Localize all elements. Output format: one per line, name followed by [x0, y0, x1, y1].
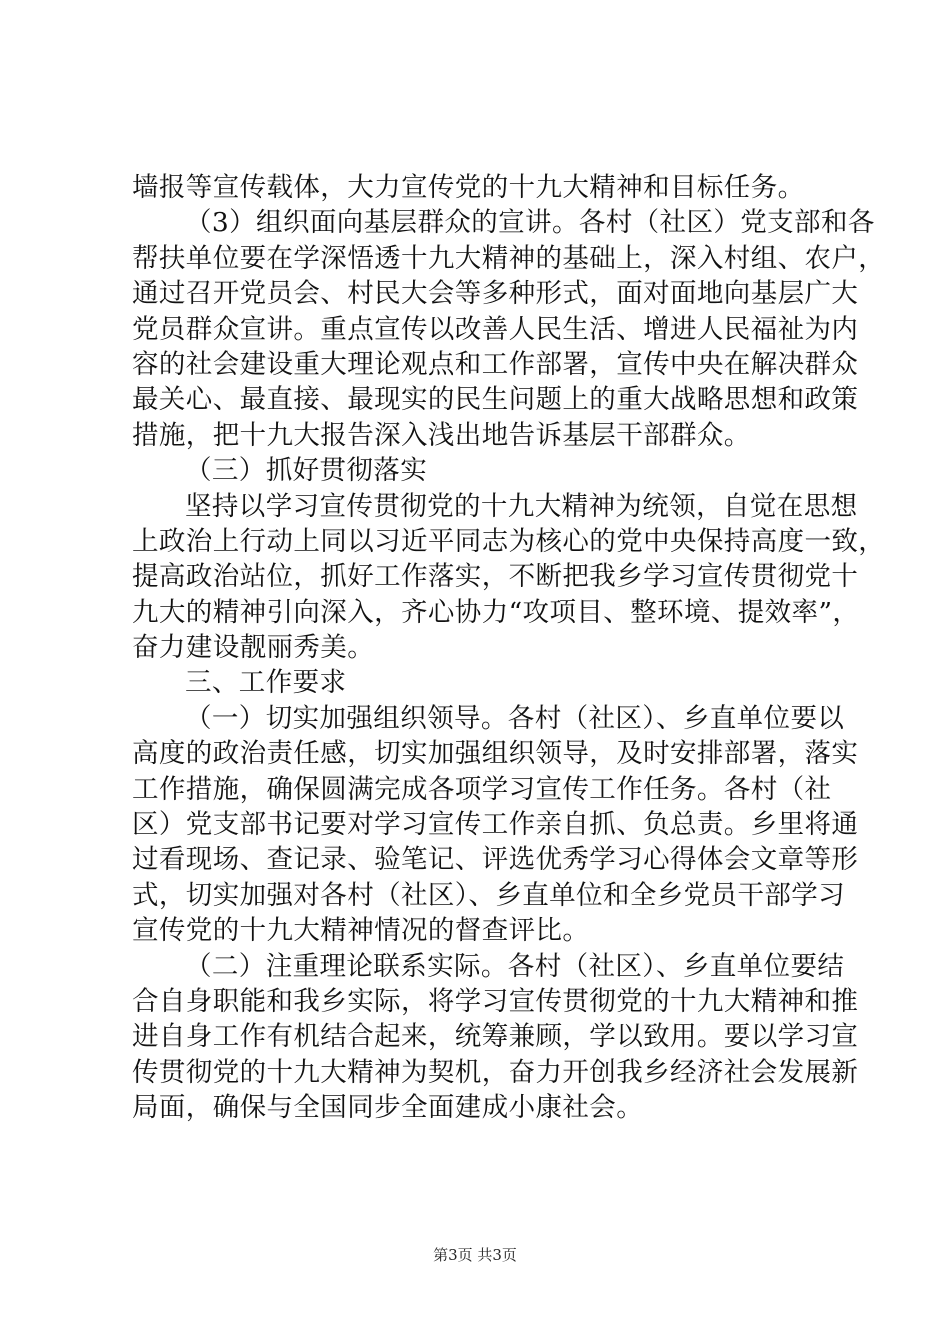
text-line: 提高政治站位，抓好工作落实，不断把我乡学习宣传贯彻党十: [132, 561, 859, 593]
text-line: 合自身职能和我乡实际，将学习宣传贯彻党的十九大精神和推: [132, 985, 859, 1017]
text-line: （二）注重理论联系实际。各村（社区）、乡直单位要结: [185, 950, 845, 982]
section-heading: （三）抓好贯彻落实: [185, 455, 428, 487]
text-line: 容的社会建设重大理论观点和工作部署，宣传中央在解决群众: [132, 348, 859, 380]
section-heading: 三、工作要求: [185, 667, 347, 699]
text-line: 区）党支部书记要对学习宣传工作亲自抓、负总责。乡里将通: [132, 809, 859, 841]
text-line: 帮扶单位要在学深悟透十九大精神的基础上，深入村组、农户，: [132, 242, 886, 274]
text-line: 工作措施，确保圆满完成各项学习宣传工作任务。各村（社: [132, 773, 832, 805]
text-line: 措施，把十九大报告深入浅出地告诉基层干部群众。: [132, 419, 751, 451]
text-line: 坚持以学习宣传贯彻党的十九大精神为统领，自觉在思想: [185, 490, 858, 522]
text-line: 奋力建设靓丽秀美。: [132, 632, 375, 664]
text-line: 通过召开党员会、村民大会等多种形式，面对面地向基层广大: [132, 278, 859, 310]
text-line: 最关心、最直接、最现实的民生问题上的重大战略思想和政策: [132, 384, 859, 416]
text-line: （一）切实加强组织领导。各村（社区）、乡直单位要以: [185, 702, 845, 734]
text-line: 九大的精神引向深入，齐心协力“攻项目、整环境、提效率”，: [132, 596, 860, 628]
text-line: 式，切实加强对各村（社区）、乡直单位和全乡党员干部学习: [132, 879, 846, 911]
text-line: 党员群众宣讲。重点宣传以改善人民生活、增进人民福祉为内: [132, 313, 859, 345]
text-line: 高度的政治责任感，切实加强组织领导，及时安排部署，落实: [132, 738, 859, 770]
page-number: 第3页 共3页: [433, 1246, 517, 1264]
text-line: 局面，确保与全国同步全面建成小康社会。: [132, 1092, 644, 1124]
text-line: 传贯彻党的十九大精神为契机，奋力开创我乡经济社会发展新: [132, 1056, 859, 1088]
body-text: [132, 170, 886, 1126]
text-line: 宣传党的十九大精神情况的督查评比。: [132, 915, 590, 947]
text-line: 进自身工作有机结合起来，统筹兼顾，学以致用。要以学习宣: [132, 1021, 859, 1053]
text-line: 墙报等宣传载体，大力宣传党的十九大精神和目标任务。: [132, 172, 805, 203]
text-line: （3）组织面向基层群众的宣讲。各村（社区）党支部和各: [185, 207, 875, 239]
text-line: 过看现场、查记录、验笔记、评选优秀学习心得体会文章等形: [132, 844, 859, 876]
text-line: 上政治上行动上同以习近平同志为核心的党中央保持高度一致，: [132, 525, 886, 557]
